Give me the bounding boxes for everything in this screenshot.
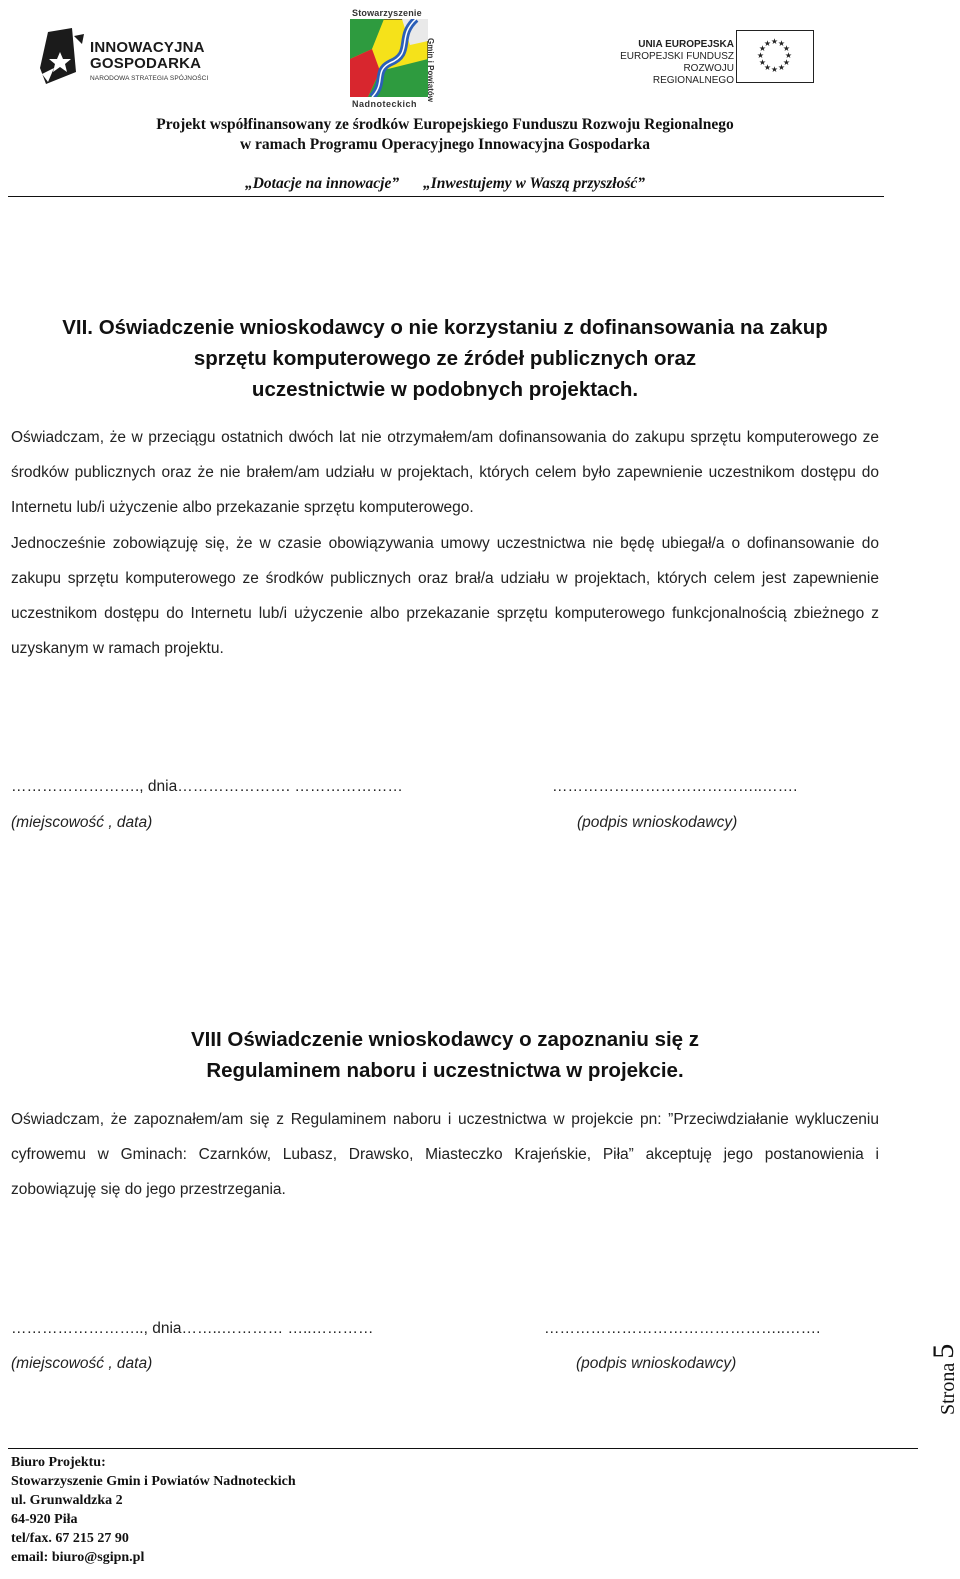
svg-text:★: ★ xyxy=(777,39,786,48)
section-viii-heading xyxy=(0,1024,890,1086)
section-viii-signature-caption: (podpis wnioskodawcy) xyxy=(576,1355,737,1372)
svg-text:★: ★ xyxy=(756,51,765,60)
footer-organization: Stowarzyszenie Gmin i Powiatów Nadnoteckich xyxy=(11,1474,296,1489)
svg-text:★: ★ xyxy=(758,44,767,53)
association-emblem-icon xyxy=(350,19,428,97)
footer-street: ul. Grunwaldzka 2 xyxy=(11,1493,123,1508)
star-figure-icon xyxy=(38,28,88,86)
slogan-dotacje: „Dotacje na innowacje” xyxy=(244,175,400,192)
slogan-inwestujemy: „Inwestujemy w Waszą przyszłość” xyxy=(422,175,646,192)
innowacyjna-gospodarka-logo xyxy=(38,28,228,86)
section-vii-heading xyxy=(0,312,890,405)
ig-logo-line1: INNOWACYJNA xyxy=(90,39,205,56)
svg-text:★: ★ xyxy=(777,63,786,72)
section-viii-signature-field: ………………………………………..……. xyxy=(544,1320,821,1337)
section-vii-signature-caption: (podpis wnioskodawcy) xyxy=(577,814,738,831)
ig-logo-line2: GOSPODARKA xyxy=(90,55,202,72)
association-logo xyxy=(346,8,446,108)
footer-phone: tel/fax. 67 215 27 90 xyxy=(11,1531,129,1546)
section-vii-paragraph-2: Jednocześnie zobowiązuję się, że w czasie obowiązywania umowy uczestnictwa nie będę ubiegał/a o dofinansowanie do zakupu sprzętu komputerowego ze środków publicznych oraz brał/a udziału w projektach, których celem jest zapewnienie uczestnikom dostępu do Internetu lub/i użyczenie albo przekazanie sprzętu komputerowego funkcjonalnością zbieżnego z uzyskanym w ramach projektu. xyxy=(11,535,879,657)
section-vii-signature-field: …………………………………..……. xyxy=(552,778,798,795)
footer-contact xyxy=(11,1453,296,1567)
footer-email: email: biuro@sgipn.pl xyxy=(11,1550,145,1565)
header-slogans xyxy=(0,175,890,193)
eu-logo-line3: ROZWOJU REGIONALNEGO xyxy=(652,63,734,86)
association-logo-bottom: Nadnoteckich xyxy=(352,99,418,109)
svg-text:★: ★ xyxy=(770,37,779,46)
ig-logo-line3: NARODOWA STRATEGIA SPÓJNOŚCI xyxy=(90,75,209,82)
eu-logo-line2: EUROPEJSKI FUNDUSZ xyxy=(620,51,734,62)
eu-logo-line1: UNIA EUROPEJSKA xyxy=(638,39,734,50)
svg-text:★: ★ xyxy=(763,63,772,72)
svg-text:★: ★ xyxy=(782,44,791,53)
footer-city: 64-920 Piła xyxy=(11,1512,78,1527)
footer-divider xyxy=(8,1448,918,1449)
section-vii-heading-line3: uczestnictwie w podobnych projektach. xyxy=(251,378,639,401)
eu-flag-icon xyxy=(736,30,814,83)
section-viii-place-date-field: …………………….., dnia……..………… …..………… xyxy=(11,1320,374,1337)
page-number-marker xyxy=(926,1320,958,1415)
header-cofinancing-line: Projekt współfinansowany ze środków Europejskiego Funduszu Rozwoju Regionalnego xyxy=(156,116,734,133)
eu-logo xyxy=(600,30,820,85)
svg-text:★: ★ xyxy=(763,39,772,48)
section-vii-place-date-caption: (miejscowość , data) xyxy=(11,814,153,831)
section-vii-heading-line1: VII. Oświadczenie wnioskodawcy o nie korzystaniu z dofinansowania na zakup xyxy=(62,316,828,339)
page-number: 5 xyxy=(927,1343,960,1359)
svg-text:★: ★ xyxy=(782,58,791,67)
section-viii-paragraph: Oświadczam, że zapoznałem/am się z Regulaminem naboru i uczestnictwa w projekcie pn: ”Przeciwdziałanie wykluczeniu cyfrowemu w Gminach: Czarnków, Lubasz, Drawsko, Miasteczko Krajeńskie, Piła” akceptuję jego postanowienia i zobowiązuję się do jego przestrzegania. xyxy=(11,1111,879,1198)
section-viii-place-date-caption: (miejscowość , data) xyxy=(11,1355,153,1372)
association-logo-top: Stowarzyszenie xyxy=(352,8,422,18)
section-vii-paragraph-1: Oświadczam, że w przeciągu ostatnich dwóch lat nie otrzymałem/am dofinansowania do zakupu sprzętu komputerowego ze środków publicznych oraz że nie brałem/am udziału w projektach, których celem było zapewnienie uczestnikom dostępu do Internetu lub/i użyczenie albo przekazanie sprzętu komputerowego. xyxy=(11,429,879,516)
header-programme-line: w ramach Programu Operacyjnego Innowacyjna Gospodarka xyxy=(239,136,651,153)
section-vii-place-date-field: ……………………., dnia…………………. ………………… xyxy=(11,778,403,795)
header-divider xyxy=(8,196,884,197)
page-label: Strona xyxy=(937,1362,959,1415)
svg-text:★: ★ xyxy=(784,51,793,60)
svg-text:★: ★ xyxy=(758,58,767,67)
section-viii-heading-line2: Regulaminem naboru i uczestnictwa w projekcie. xyxy=(206,1059,684,1082)
footer-office-label: Biuro Projektu: xyxy=(11,1455,106,1470)
svg-text:★: ★ xyxy=(770,65,779,74)
section-vii-heading-line2: sprzętu komputerowego ze źródeł publicznych oraz xyxy=(193,347,697,370)
association-logo-side: Gmin i Powiatów xyxy=(426,38,435,103)
section-viii-heading-line1: VIII Oświadczenie wnioskodawcy o zapoznaniu się z xyxy=(190,1028,700,1051)
